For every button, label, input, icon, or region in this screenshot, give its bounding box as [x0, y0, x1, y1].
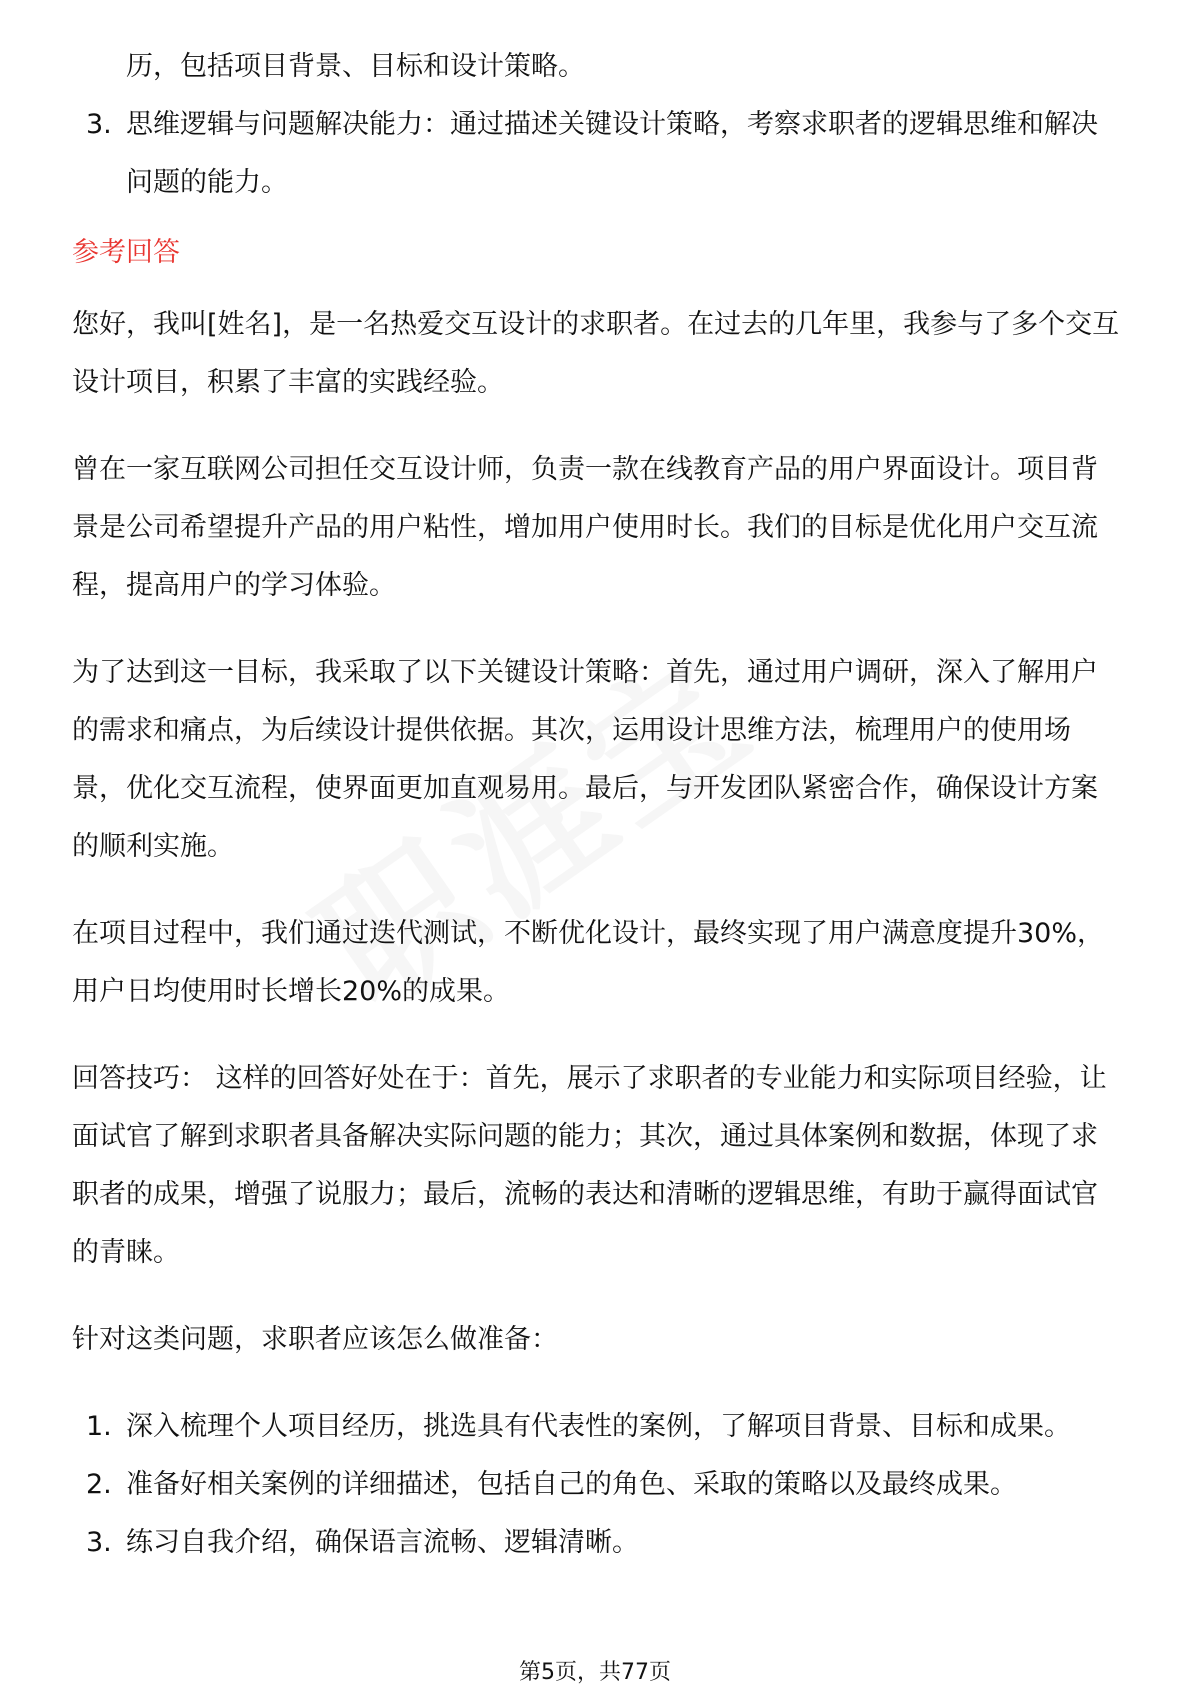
paragraph-results: 在项目过程中，我们通过迭代测试，不断优化设计，最终实现了用户满意度提升30%，用户日均使用时长增长20%的成果。 — [72, 918, 1105, 1007]
list-number: 2. — [86, 1469, 112, 1500]
page-footer: 第5页，共77页 — [519, 1660, 671, 1685]
section-title-reference-answer: 参考回答 — [72, 237, 180, 268]
list-number: 1. — [86, 1411, 112, 1442]
list-item — [72, 1398, 1122, 1456]
list-item-text: 思维逻辑与问题解决能力：通过描述关键设计策略，考察求职者的逻辑思维和解决问题的能力。 — [126, 109, 1098, 198]
preparation-list — [72, 1398, 1122, 1572]
paragraph-background: 曾在一家互联网公司担任交互设计师，负责一款在线教育产品的用户界面设计。项目背景是公司希望提升产品的用户粘性，增加用户使用时长。我们的目标是优化用户交互流程，提高用户的学习体验。 — [72, 454, 1098, 601]
paragraph-strategy: 为了达到这一目标，我采取了以下关键设计策略：首先，通过用户调研，深入了解用户的需求和痛点，为后续设计提供依据。其次，运用设计思维方法，梳理用户的使用场景，优化交互流程，使界面更加直观易用。最后，与开发团队紧密合作，确保设计方案的顺利实施。 — [72, 657, 1098, 862]
list-item-text: 准备好相关案例的详细描述，包括自己的角色、采取的策略以及最终成果。 — [126, 1469, 1017, 1500]
list-number: 3. — [86, 109, 112, 140]
list-number: 3. — [86, 1527, 112, 1558]
paragraph-tips: 回答技巧： 这样的回答好处在于：首先，展示了求职者的专业能力和实际项目经验，让面试官了解到求职者具备解决实际问题的能力；其次，通过具体案例和数据，体现了求职者的成果，增强了说服力；最后，流畅的表达和清晰的逻辑思维，有助于赢得面试官的青睐。 — [72, 1063, 1107, 1268]
list-item-continuation — [72, 38, 1122, 96]
evaluation-list — [72, 38, 1122, 212]
paragraph-preparation-heading: 针对这类问题，求职者应该怎么做准备： — [72, 1324, 558, 1355]
list-item — [72, 1514, 1122, 1572]
paragraph-intro: 您好，我叫[姓名]，是一名热爱交互设计的求职者。在过去的几年里，我参与了多个交互设计项目，积累了丰富的实践经验。 — [72, 309, 1120, 398]
list-item — [72, 1456, 1122, 1514]
list-item-text: 深入梳理个人项目经历，挑选具有代表性的案例，了解项目背景、目标和成果。 — [126, 1411, 1071, 1442]
document-content — [72, 38, 1122, 1572]
list-item-text: 练习自我介绍，确保语言流畅、逻辑清晰。 — [126, 1527, 639, 1558]
list-item-text: 历，包括项目背景、目标和设计策略。 — [126, 51, 585, 82]
list-item — [72, 96, 1122, 212]
